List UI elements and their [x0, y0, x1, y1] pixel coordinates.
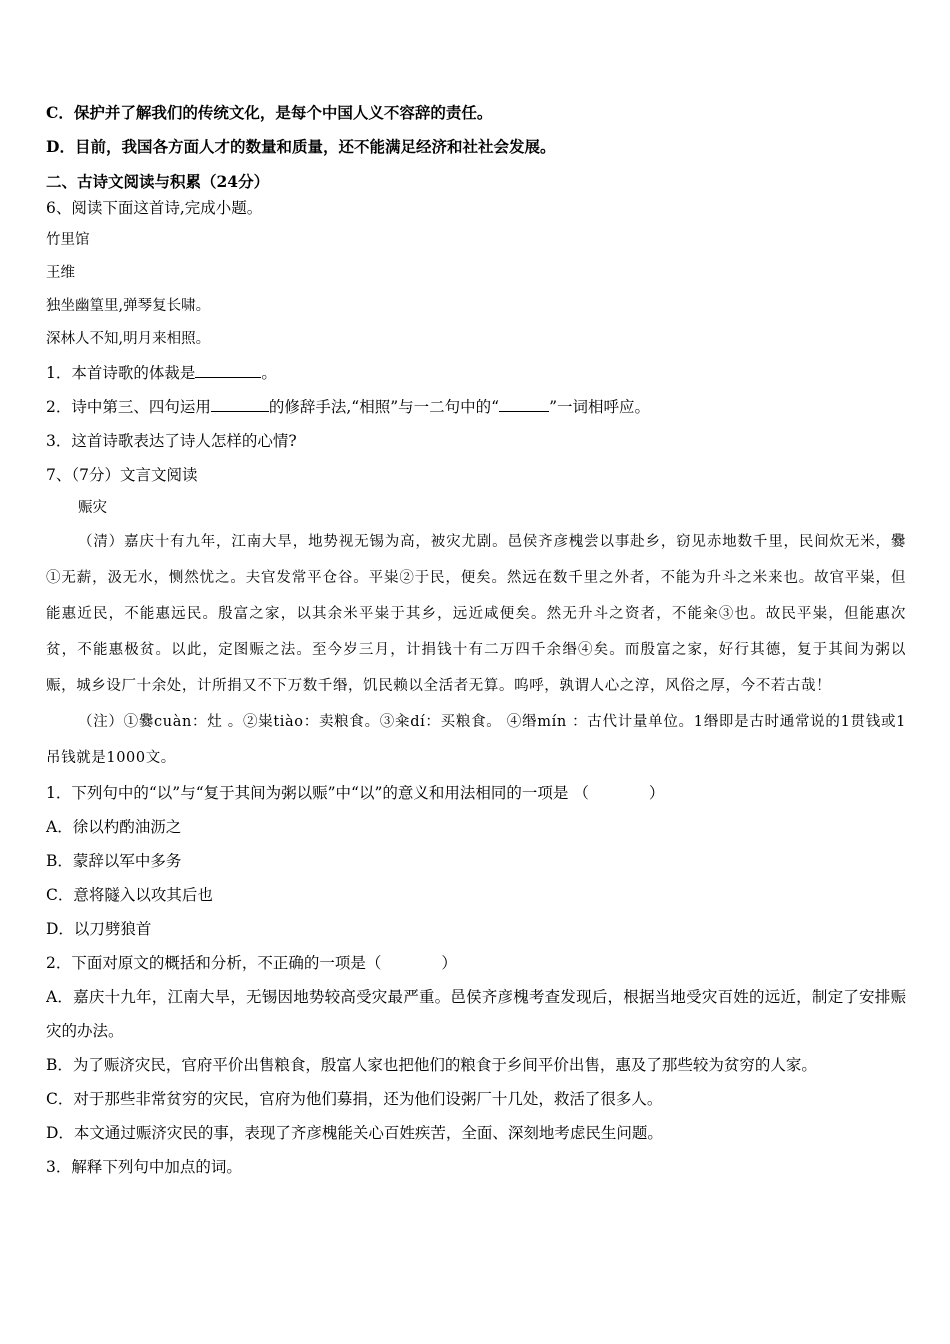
q7-sub1-text: 1．下列句中的“以”与“复于其间为粥以赈”中“以”的意义和用法相同的一项是 （ — [46, 784, 589, 802]
poem-author: 王维 — [46, 265, 75, 281]
q7-sub2-stem — [46, 946, 906, 980]
option-d-line: D．目前，我国各方面人才的数量和质量，还不能满足经济和社社会发展。 — [46, 137, 556, 156]
answer-blank[interactable] — [195, 363, 261, 378]
q6-sub3: 3．这首诗歌表达了诗人怎样的心情? — [46, 432, 297, 450]
q7-sub2-option-d: D．本文通过赈济灾民的事，表现了齐彦槐能关心百姓疾苦，全面、深刻地考虑民生问题。 — [46, 1124, 663, 1142]
q6-sub2 — [46, 390, 906, 424]
q6-intro: 6、阅读下面这首诗,完成小题。 — [46, 199, 263, 217]
q6-sub1-end: 。 — [261, 364, 277, 382]
poem-line-1: 独坐幽篁里,弹琴复长啸。 — [46, 298, 211, 314]
poem-line-2: 深林人不知,明月来相照。 — [46, 331, 211, 347]
answer-blank[interactable] — [499, 397, 549, 412]
q7-sub2-option-a: A．嘉庆十九年，江南大旱，无锡因地势较高受灾最严重。邑侯齐彦槐考查发现后，根据当地受灾百姓的远近，制定了安排赈灾的办法。 — [46, 988, 906, 1040]
answer-blank[interactable] — [211, 397, 269, 412]
q6-sub1-text: 1．本首诗歌的体裁是 — [46, 364, 196, 382]
q7-sub2-option-c: C．对于那些非常贫穷的灾民，官府为他们募捐，还为他们设粥厂十几处，救活了很多人。 — [46, 1090, 663, 1108]
q7-sub1-close: ） — [648, 784, 665, 802]
option-c-line: C．保护并了解我们的传统文化，是每个中国人义不容辞的责任。 — [46, 103, 493, 122]
q6-sub2-text: 2．诗中第三、四句运用 — [46, 398, 211, 416]
q7-sub1-option-c: C．意将隧入以攻其后也 — [46, 886, 213, 904]
q7-intro: 7、（7分）文言文阅读 — [46, 466, 198, 484]
passage-title: 赈灾 — [78, 500, 107, 516]
q6-sub2-middle: 的修辞手法,“相照”与一二句中的“ — [268, 398, 500, 416]
q7-sub2-option-b: B．为了赈济灾民，官府平价出售粮食，殷富人家也把他们的粮食于乡间平价出售，惠及了那些较为贫穷的人家。 — [46, 1056, 817, 1074]
q7-sub1-option-a: A．徐以杓酌油沥之 — [46, 818, 182, 836]
passage-notes: （注）①爨cuàn：灶 。②粜tiào：卖粮食。③籴dí：买粮食。 ④缗mín ：古代计量单位。1缗即是古时通常说的1贯钱或1吊钱就是1000文。 — [46, 714, 906, 766]
q7-sub1-stem — [46, 776, 906, 810]
q7-sub1-option-b: B．蒙辞以军中多务 — [46, 852, 182, 870]
q7-sub2-text: 2．下面对原文的概括和分析，不正确的一项是（ — [46, 954, 382, 972]
q6-sub1 — [46, 356, 906, 390]
q6-sub2-end: ”一词相呼应。 — [549, 398, 651, 416]
q7-sub1-option-d: D．以刀劈狼首 — [46, 920, 152, 938]
q7-sub3: 3．解释下列句中加点的词。 — [46, 1158, 242, 1176]
poem-title: 竹里馆 — [46, 232, 90, 248]
classical-passage: （清）嘉庆十有九年，江南大旱，地势视无锡为高，被灾尤剧。邑侯齐彦槐尝以事赴乡，窃见赤地数千里，民间炊无米，爨①无薪，汲无水，恻然忧之。夫官发常平仓谷。平粜②于民，便矣。然远在数千里之外者，不能为升斗之米来也。故官平粜，但能惠近民，不能惠远民。殷富之家，以其余米平粜于其乡，远近咸便矣。然无升斗之资者，不能籴③也。故民平粜，但能惠次贫，不能惠极贫。以此，定图赈之法。至今岁三月，计捐钱十有二万四千余缗④矣。而殷富之家，好行其德，复于其间为粥以赈，城乡设厂十余处，计所捐又不下万数千缗，饥民赖以全活者无算。呜呼，孰谓人心之淳，风俗之厚，今不若古哉！ — [46, 534, 906, 694]
q7-sub2-close: ） — [441, 954, 457, 972]
document-page — [46, 96, 906, 1184]
section-heading: 二、古诗文阅读与积累（24分） — [46, 172, 270, 191]
